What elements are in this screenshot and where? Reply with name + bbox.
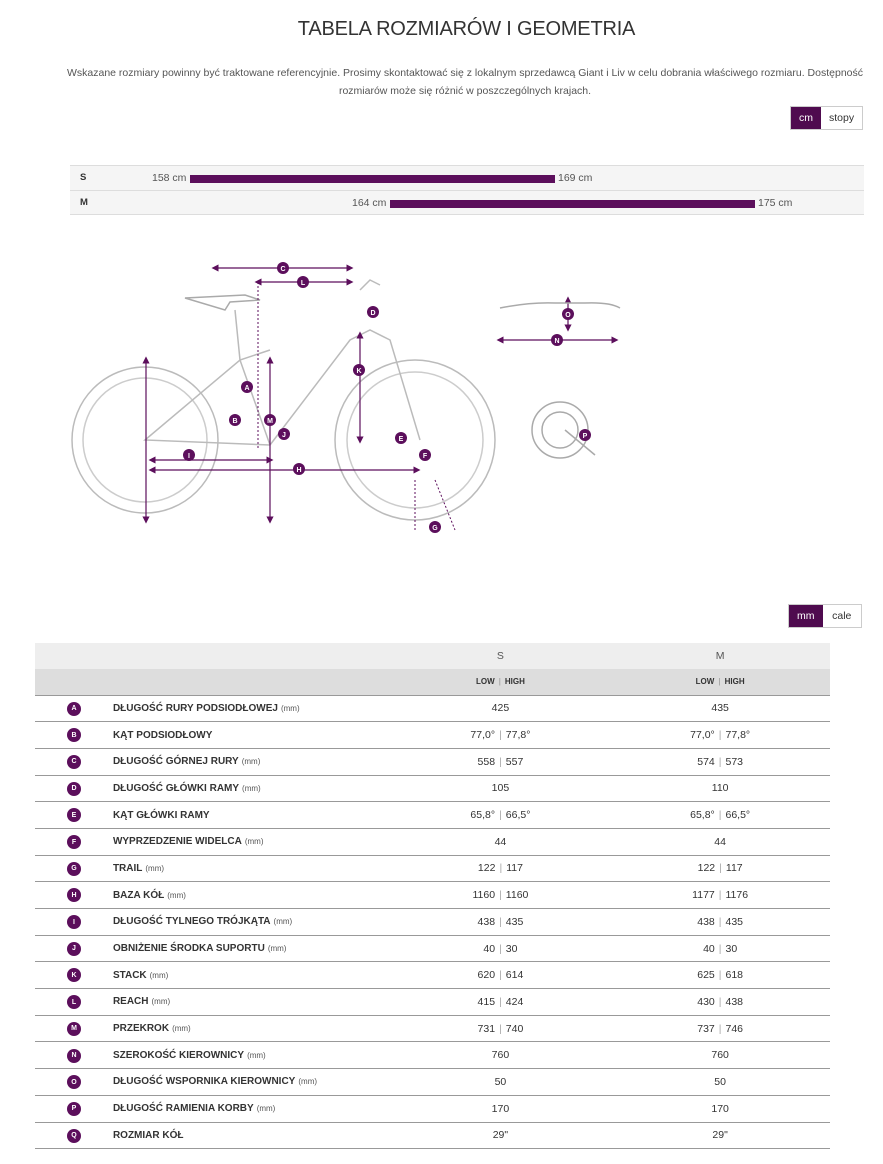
diagram-label: P	[582, 433, 588, 440]
row-label: DŁUGOŚĆ TYLNEGO TRÓJKĄTA	[112, 916, 271, 928]
value-m: 77,0° | 77,8°	[610, 722, 830, 749]
row-label: DŁUGOŚĆ GŁÓWKI RAMY	[112, 782, 240, 794]
value-low: 737	[697, 1022, 715, 1035]
value-low: 731	[477, 1022, 496, 1035]
row-letter-badge: A	[67, 702, 81, 716]
geometry-table	[35, 643, 830, 1149]
value-m	[610, 775, 830, 802]
value-low: 1160	[472, 889, 496, 902]
value-high: 1176	[725, 889, 749, 902]
rider-size-row-s	[70, 165, 864, 190]
row-label: PRZEKROK	[112, 1023, 170, 1035]
diagram-label: E	[398, 436, 404, 443]
diagram-label: J	[282, 432, 286, 439]
value-m	[610, 1095, 830, 1122]
value-s	[391, 695, 611, 722]
table-row	[35, 1095, 830, 1122]
value-s	[391, 1122, 611, 1149]
value-high: 614	[505, 969, 524, 982]
value-low: 77,0°	[470, 729, 496, 742]
row-label: ROZMIAR KÓŁ	[112, 1129, 184, 1141]
rider-min-height: 158 cm	[152, 172, 187, 184]
value-high: 66,5°	[725, 809, 751, 822]
value-s: 731 | 740	[391, 1015, 611, 1042]
row-unit: (mm)	[242, 783, 261, 793]
table-row	[35, 909, 830, 936]
value-low: 50	[714, 1075, 726, 1088]
value-m: 122 | 117	[610, 855, 830, 882]
value-m: 737 | 746	[610, 1015, 830, 1042]
value-high: 117	[725, 862, 743, 875]
value-high: 77,8°	[505, 729, 531, 742]
diagram-label: N	[554, 338, 560, 345]
value-low: 415	[477, 995, 496, 1008]
row-label: KĄT GŁÓWKI RAMY	[112, 809, 210, 821]
row-label: KĄT PODSIODŁOWY	[112, 729, 213, 741]
row-letter-badge: O	[67, 1075, 81, 1089]
diagram-label: A	[244, 385, 250, 392]
row-unit: (mm)	[267, 944, 287, 954]
high-label: HIGH	[724, 677, 745, 687]
table-row	[35, 1069, 830, 1096]
value-low: 425	[491, 702, 510, 715]
row-letter-badge: L	[67, 995, 81, 1009]
value-m	[610, 1122, 830, 1149]
diagram-label: C	[280, 266, 286, 273]
rider-size-row-m	[70, 190, 864, 215]
value-low: 50	[494, 1075, 507, 1088]
value-low: 105	[491, 782, 510, 795]
value-low: 170	[491, 1102, 510, 1115]
row-unit: (mm)	[247, 1050, 266, 1060]
value-low: 1177	[692, 889, 715, 902]
value-s	[391, 828, 611, 855]
value-high: 746	[725, 1022, 744, 1035]
table-row	[35, 748, 830, 775]
row-unit: (mm)	[172, 1024, 191, 1034]
row-letter-badge: Q	[67, 1129, 81, 1143]
value-s: 415 | 424	[391, 989, 611, 1016]
unit-inches-button[interactable]: cale	[823, 605, 862, 627]
value-s	[391, 1095, 611, 1122]
row-unit: (mm)	[145, 863, 165, 873]
value-high: 66,5°	[505, 809, 531, 822]
table-row	[35, 962, 830, 989]
unit-mm-button[interactable]: mm	[789, 605, 823, 627]
row-letter-badge: F	[67, 835, 81, 849]
row-letter-badge: D	[67, 782, 81, 796]
value-high: 117	[506, 862, 523, 875]
value-s: 620 | 614	[391, 962, 611, 989]
diagram-label: D	[370, 310, 376, 317]
value-high: 1160	[505, 889, 529, 902]
row-letter-badge: G	[67, 862, 81, 876]
value-low: 760	[491, 1049, 510, 1062]
value-s: 438 | 435	[391, 909, 611, 936]
row-letter-badge: B	[67, 728, 81, 742]
rider-size-label: S	[80, 172, 87, 183]
row-unit: (mm)	[241, 757, 261, 767]
chainring-icon	[532, 402, 588, 458]
value-low: 65,8°	[470, 809, 496, 822]
bike-geometry-diagram	[60, 250, 680, 550]
value-high: 435	[725, 915, 744, 928]
value-s	[391, 1069, 611, 1096]
value-low: 65,8°	[690, 809, 715, 822]
value-high: 435	[505, 915, 524, 928]
table-row	[35, 828, 830, 855]
row-letter-badge: H	[67, 888, 81, 902]
diagram-label: M	[267, 418, 273, 425]
geometry-unit-toggle	[788, 604, 862, 628]
page-title: TABELA ROZMIARÓW I GEOMETRIA	[297, 18, 636, 40]
value-m	[610, 695, 830, 722]
row-letter-badge: M	[67, 1022, 81, 1036]
value-m: 574 | 573	[610, 748, 830, 775]
value-m: 40 | 30	[610, 935, 830, 962]
row-letter-badge: E	[67, 808, 81, 822]
diagram-label: O	[565, 312, 571, 319]
row-letter-badge: C	[67, 755, 81, 769]
intro-text: Wskazane rozmiary powinny być traktowane referencyjnie. Prosimy skontaktować się z lokalnym sprzedawcą Giant i Liv w celu dobrania właściwego rozmiaru. Dostępność rozmiarów może się różnić w poszczególnych krajach.	[67, 67, 863, 97]
table-row	[35, 989, 830, 1016]
row-letter-badge: P	[67, 1102, 81, 1116]
value-low: 438	[477, 915, 496, 928]
row-label: DŁUGOŚĆ GÓRNEJ RURY	[112, 756, 239, 768]
value-m: 625 | 618	[610, 962, 830, 989]
unit-feet-button[interactable]: stopy	[821, 107, 862, 129]
value-low: 170	[711, 1102, 729, 1115]
row-label: TRAIL	[112, 862, 143, 874]
height-unit-toggle	[790, 106, 863, 130]
value-s: 40 | 30	[391, 935, 611, 962]
rider-max-height: 169 cm	[558, 172, 593, 184]
row-letter-badge: N	[67, 1049, 81, 1063]
table-row	[35, 935, 830, 962]
row-unit: (mm)	[256, 1104, 276, 1114]
value-low: 44	[494, 835, 507, 848]
diagram-label: B	[232, 418, 238, 425]
value-low: 574	[697, 755, 715, 768]
rider-height-range-bar	[190, 175, 555, 183]
row-letter-badge: J	[67, 942, 81, 956]
value-m	[610, 828, 830, 855]
value-high: 557	[505, 755, 524, 768]
value-m	[610, 1042, 830, 1069]
size-header-s: S	[391, 643, 611, 669]
value-high: 740	[505, 1022, 524, 1035]
value-m: 438 | 435	[610, 909, 830, 936]
value-high: 30	[505, 942, 518, 955]
value-low: 430	[697, 995, 715, 1008]
value-m	[610, 1069, 830, 1096]
value-m: 65,8° | 66,5°	[610, 802, 830, 829]
table-row	[35, 695, 830, 722]
value-low: 625	[697, 969, 715, 982]
diagram-label: I	[188, 453, 190, 460]
table-row	[35, 802, 830, 829]
table-row	[35, 1042, 830, 1069]
value-m: 430 | 438	[610, 989, 830, 1016]
low-label: LOW	[695, 677, 715, 687]
value-s: 558 | 557	[391, 748, 611, 775]
value-low: 40	[703, 942, 715, 955]
diagram-label: F	[422, 453, 428, 460]
table-row	[35, 1122, 830, 1149]
table-row	[35, 722, 830, 749]
value-high: 438	[725, 995, 744, 1008]
row-label: BAZA KÓŁ	[112, 889, 165, 901]
diagram-label: L	[300, 280, 306, 287]
rider-max-height: 175 cm	[758, 197, 793, 209]
row-label: STACK	[112, 969, 147, 981]
row-label: DŁUGOŚĆ WSPORNIKA KIEROWNICY	[112, 1076, 296, 1088]
row-label: SZEROKOŚĆ KIEROWNICY	[112, 1049, 245, 1061]
value-low: 438	[697, 915, 715, 928]
value-high: 573	[725, 755, 744, 768]
value-low: 760	[711, 1049, 729, 1062]
row-label: WYPRZEDZENIE WIDELCA	[112, 836, 242, 848]
handlebar-icon	[500, 303, 620, 308]
rider-height-range-bar	[390, 200, 755, 208]
low-label: LOW	[475, 677, 495, 687]
table-row	[35, 775, 830, 802]
table-row	[35, 1015, 830, 1042]
table-row	[35, 882, 830, 909]
row-unit: (mm)	[149, 970, 169, 980]
rider-size-label: M	[80, 197, 88, 208]
value-s: 77,0° | 77,8°	[391, 722, 611, 749]
high-label: HIGH	[504, 677, 525, 687]
value-low: 29"	[492, 1129, 509, 1142]
table-row	[35, 855, 830, 882]
row-letter-badge: I	[67, 915, 81, 929]
row-unit: (mm)	[167, 890, 186, 900]
diagram-label: H	[296, 467, 302, 474]
row-label: REACH	[112, 996, 149, 1008]
row-unit: (mm)	[244, 837, 264, 847]
value-high: 30	[725, 942, 738, 955]
row-unit: (mm)	[151, 997, 171, 1007]
value-low: 40	[483, 942, 496, 955]
value-low: 435	[711, 702, 729, 715]
rider-min-height: 164 cm	[352, 197, 387, 209]
value-low: 558	[477, 755, 496, 768]
value-low: 29"	[712, 1129, 728, 1142]
value-s: 1160 | 1160	[391, 882, 611, 909]
row-label: DŁUGOŚĆ RAMIENIA KORBY	[112, 1103, 254, 1115]
value-high: 424	[505, 995, 524, 1008]
row-unit: (mm)	[273, 917, 293, 927]
value-low: 44	[714, 835, 726, 848]
value-low: 110	[711, 782, 729, 795]
row-unit: (mm)	[298, 1077, 318, 1087]
row-label: OBNIŻENIE ŚRODKA SUPORTU	[112, 943, 265, 955]
size-header-m: M	[610, 643, 830, 669]
value-low: 620	[477, 969, 496, 982]
row-label: DŁUGOŚĆ RURY PODSIODŁOWEJ	[112, 702, 278, 714]
diagram-label: K	[356, 368, 362, 375]
table-setting-header: LOW | HIGH LOW | HIGH	[35, 669, 830, 695]
table-size-header	[35, 643, 830, 669]
value-s	[391, 1042, 611, 1069]
value-m: 1177 | 1176	[610, 882, 830, 909]
value-high: 618	[725, 969, 744, 982]
value-s: 65,8° | 66,5°	[391, 802, 611, 829]
value-low: 122	[477, 862, 496, 875]
value-low: 122	[697, 862, 716, 875]
value-s	[391, 775, 611, 802]
value-low: 77,0°	[690, 729, 715, 742]
diagram-label: G	[432, 525, 438, 532]
row-letter-badge: K	[67, 968, 81, 982]
value-s: 122 | 117	[391, 855, 611, 882]
unit-cm-button[interactable]: cm	[791, 107, 821, 129]
value-high: 77,8°	[725, 729, 751, 742]
row-unit: (mm)	[280, 703, 300, 713]
